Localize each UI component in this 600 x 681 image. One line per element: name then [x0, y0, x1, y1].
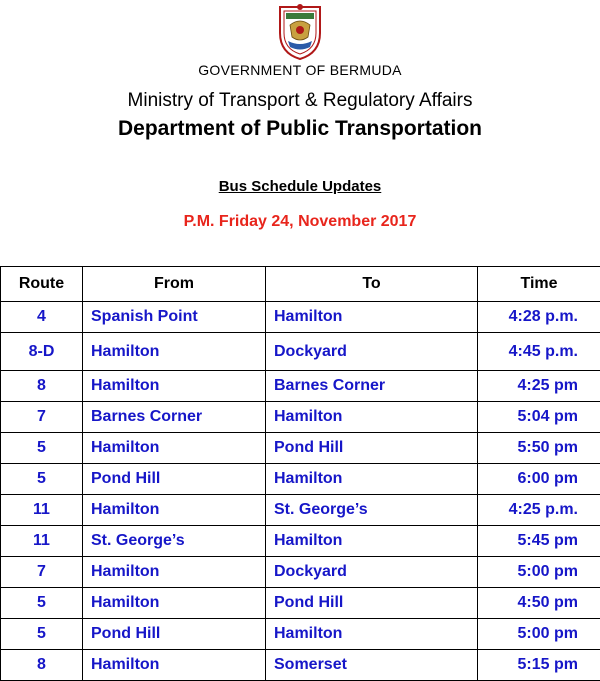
time-cell: 5:00 pm	[478, 557, 600, 588]
to-cell: Hamilton	[266, 302, 478, 333]
from-cell: Hamilton	[83, 333, 266, 371]
table-row	[1, 433, 600, 464]
route-cell: 5	[1, 619, 83, 650]
table-row	[1, 495, 600, 526]
table-header-row	[1, 267, 600, 302]
from-cell: Barnes Corner	[83, 402, 266, 433]
to-cell: Dockyard	[266, 557, 478, 588]
time-cell: 5:45 pm	[478, 526, 600, 557]
header-time: Time	[478, 267, 600, 302]
time-cell: 6:00 pm	[478, 464, 600, 495]
time-cell: 4:25 pm	[478, 371, 600, 402]
time-cell: 5:15 pm	[478, 650, 600, 681]
to-cell: Dockyard	[266, 333, 478, 371]
route-cell: 7	[1, 402, 83, 433]
time-cell: 4:28 p.m.	[478, 302, 600, 333]
from-cell: Hamilton	[83, 557, 266, 588]
from-cell: Spanish Point	[83, 302, 266, 333]
from-cell: Pond Hill	[83, 464, 266, 495]
government-heading: GOVERNMENT OF BERMUDA	[0, 62, 600, 78]
table-row	[1, 371, 600, 402]
route-cell: 5	[1, 433, 83, 464]
schedule-title	[0, 178, 600, 195]
from-cell: Hamilton	[83, 650, 266, 681]
to-cell: St. George’s	[266, 495, 478, 526]
table-row	[1, 333, 600, 371]
from-cell: Hamilton	[83, 588, 266, 619]
to-cell: Hamilton	[266, 619, 478, 650]
time-cell: 4:45 p.m.	[478, 333, 600, 371]
from-cell: Hamilton	[83, 371, 266, 402]
route-cell: 11	[1, 526, 83, 557]
table-row	[1, 588, 600, 619]
table-row	[1, 302, 600, 333]
header-to: To	[266, 267, 478, 302]
to-cell: Hamilton	[266, 526, 478, 557]
to-cell: Pond Hill	[266, 588, 478, 619]
time-cell: 4:25 p.m.	[478, 495, 600, 526]
ministry-heading: Ministry of Transport & Regulatory Affairs	[0, 90, 600, 112]
to-cell: Barnes Corner	[266, 371, 478, 402]
from-cell: St. George’s	[83, 526, 266, 557]
from-cell: Hamilton	[83, 495, 266, 526]
header-from: From	[83, 267, 266, 302]
route-cell: 8-D	[1, 333, 83, 371]
table-row	[1, 402, 600, 433]
to-cell: Pond Hill	[266, 433, 478, 464]
route-cell: 5	[1, 588, 83, 619]
table-row	[1, 619, 600, 650]
time-cell: 5:00 pm	[478, 619, 600, 650]
table-row	[1, 464, 600, 495]
bermuda-crest-icon	[276, 3, 324, 61]
time-cell: 4:50 pm	[478, 588, 600, 619]
to-cell: Hamilton	[266, 464, 478, 495]
to-cell: Somerset	[266, 650, 478, 681]
table-row	[1, 526, 600, 557]
bus-schedule-table	[0, 266, 600, 681]
route-cell: 4	[1, 302, 83, 333]
route-cell: 7	[1, 557, 83, 588]
route-cell: 5	[1, 464, 83, 495]
from-cell: Pond Hill	[83, 619, 266, 650]
time-cell: 5:04 pm	[478, 402, 600, 433]
to-cell: Hamilton	[266, 402, 478, 433]
time-cell: 5:50 pm	[478, 433, 600, 464]
route-cell: 8	[1, 650, 83, 681]
table-row	[1, 557, 600, 588]
schedule-date: P.M. Friday 24, November 2017	[0, 213, 600, 231]
header-route: Route	[1, 267, 83, 302]
table-row	[1, 650, 600, 681]
from-cell: Hamilton	[83, 433, 266, 464]
route-cell: 11	[1, 495, 83, 526]
schedule-title-text: Bus Schedule Updates	[219, 178, 382, 195]
route-cell: 8	[1, 371, 83, 402]
department-heading: Department of Public Transportation	[0, 117, 600, 141]
